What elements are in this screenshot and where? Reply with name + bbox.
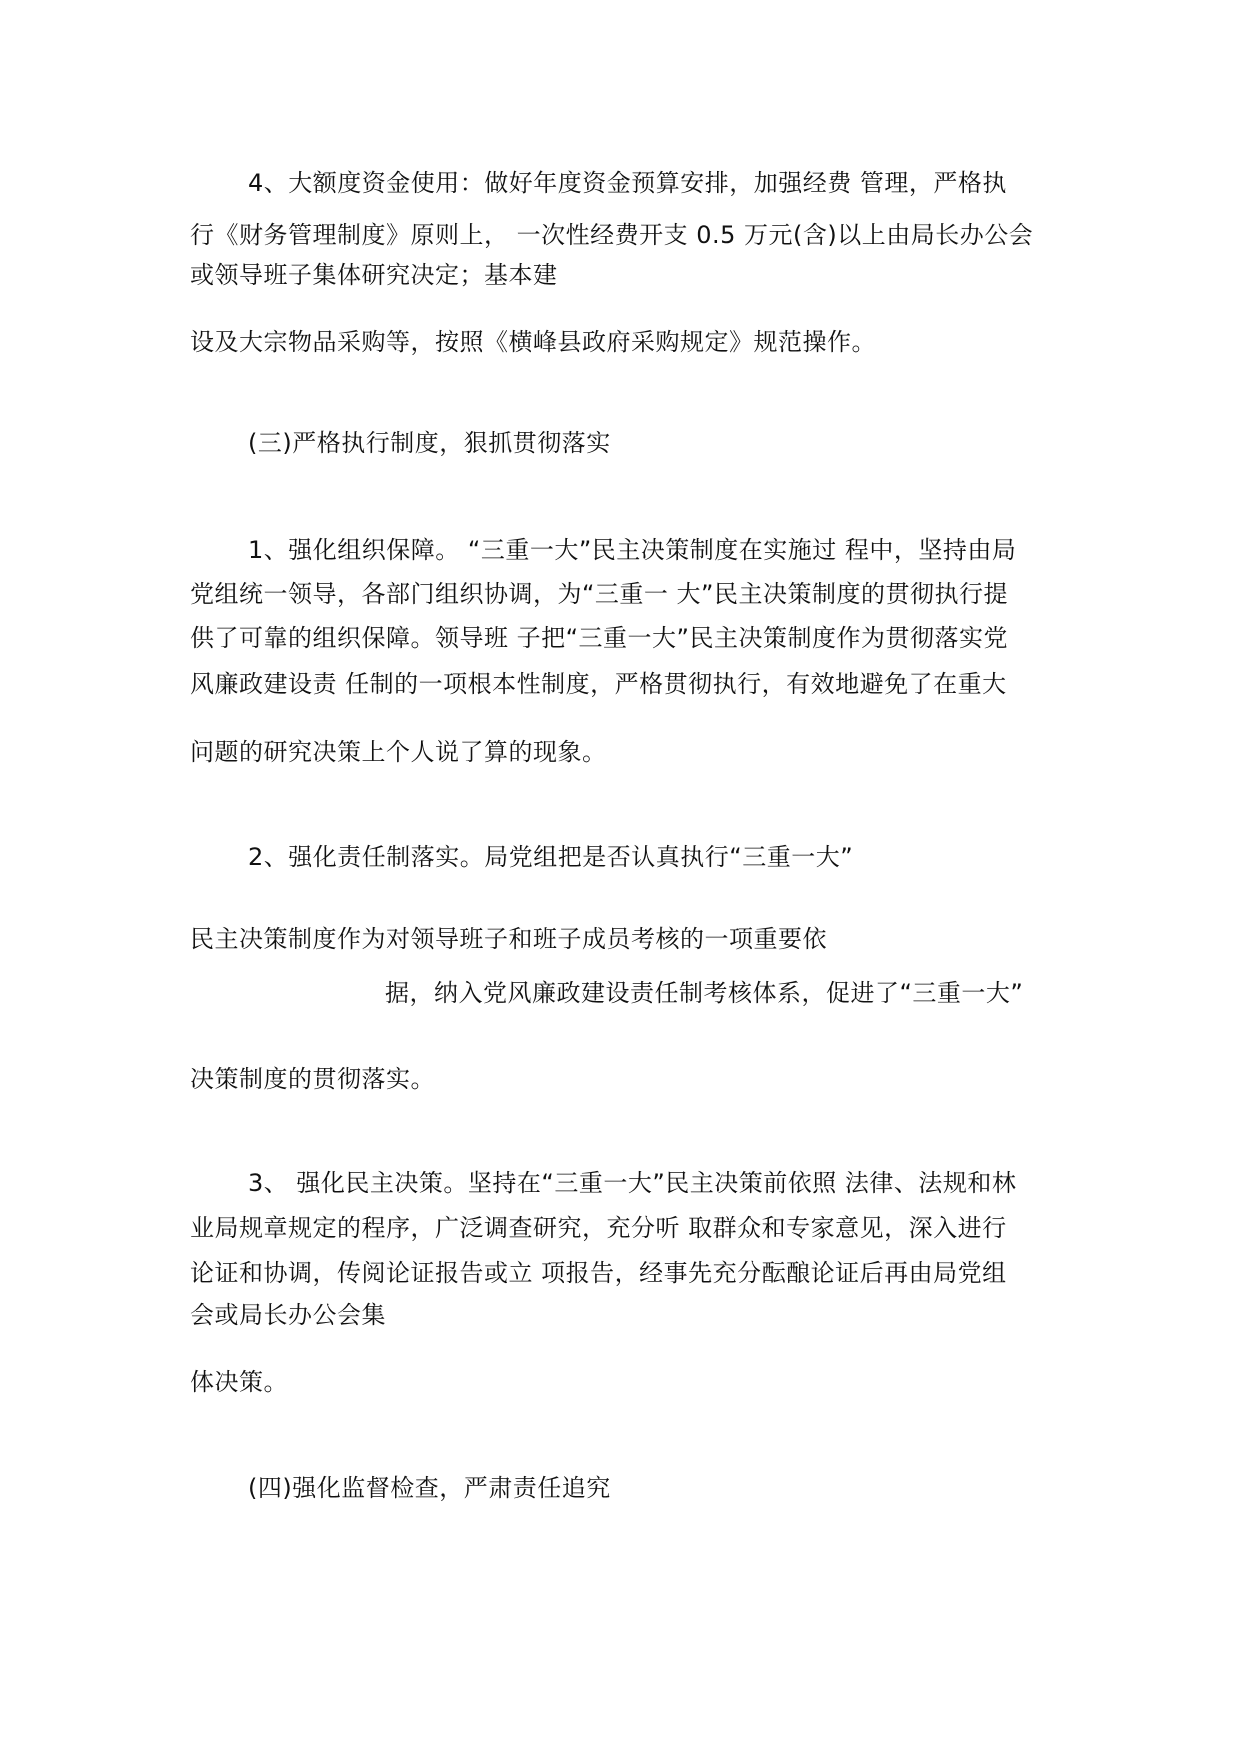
paragraph-line: 4、大额度资金使用：做好年度资金预算安排，加强经费 管理，严格执 bbox=[248, 169, 1007, 197]
paragraph-line: 论证和协调，传阅论证报告或立 项报告，经事先充分酝酿论证后再由局党组 bbox=[190, 1259, 1007, 1287]
paragraph-line: 民主决策制度作为对领导班子和班子成员考核的一项重要依 bbox=[190, 925, 827, 953]
paragraph-line: 行《财务管理制度》原则上， 一次性经费开支 0.5 万元(含)以上由局长办公会 bbox=[190, 221, 1034, 249]
paragraph-line: 党组统一领导，各部门组织协调，为“三重一 大”民主决策制度的贯彻执行提 bbox=[190, 580, 1008, 608]
paragraph-line: 3、 强化民主决策。坚持在“三重一大”民主决策前依照 法律、法规和林 bbox=[248, 1169, 1017, 1197]
paragraph-line: 业局规章规定的程序，广泛调查研究，充分听 取群众和专家意见，深入进行 bbox=[190, 1214, 1007, 1242]
paragraph-line: 体决策。 bbox=[190, 1368, 288, 1396]
paragraph-line: 问题的研究决策上个人说了算的现象。 bbox=[190, 738, 607, 766]
paragraph-line: 供了可靠的组织保障。领导班 子把“三重一大”民主决策制度作为贯彻落实党 bbox=[190, 624, 1008, 652]
paragraph-line: 2、强化责任制落实。局党组把是否认真执行“三重一大” bbox=[248, 843, 854, 871]
paragraph-line: 1、强化组织保障。 “三重一大”民主决策制度在实施过 程中，坚持由局 bbox=[248, 536, 1017, 564]
section-heading: (四)强化监督检查，严肃责任追究 bbox=[248, 1474, 611, 1502]
section-heading: (三)严格执行制度，狠抓贯彻落实 bbox=[248, 429, 611, 457]
paragraph-line: 风廉政建设责 任制的一项根本性制度，严格贯彻执行，有效地避免了在重大 bbox=[190, 670, 1007, 698]
paragraph-line: 设及大宗物品采购等，按照《横峰县政府采购规定》规范操作。 bbox=[190, 328, 876, 356]
paragraph-line: 或领导班子集体研究决定；基本建 bbox=[190, 261, 558, 289]
paragraph-line: 会或局长办公会集 bbox=[190, 1301, 386, 1329]
paragraph-line: 据，纳入党风廉政建设责任制考核体系，促进了“三重一大” bbox=[385, 979, 1024, 1007]
paragraph-line: 决策制度的贯彻落实。 bbox=[190, 1065, 435, 1093]
